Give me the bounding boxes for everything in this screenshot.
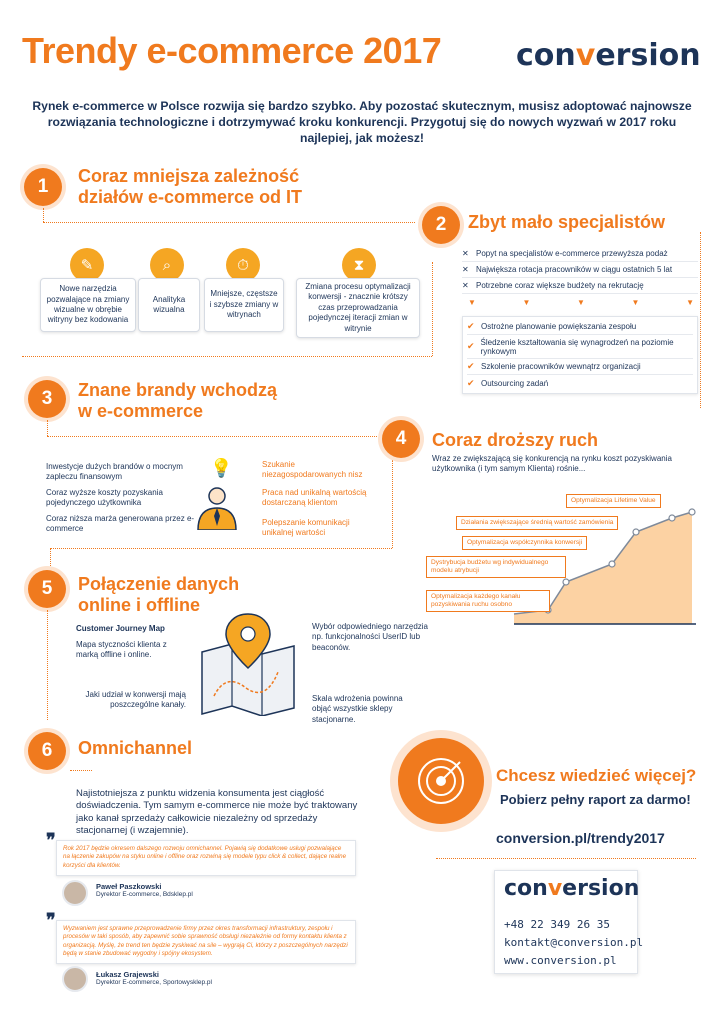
brands-response: Polepszanie komunikacji unikalnej wartości [262, 518, 350, 538]
avatar [62, 880, 88, 906]
intro-text: Rynek e-commerce w Polsce rozwija się bardzo szybko. Aby pozostać skutecznym, musisz adoptować najnowsze rozwiązania technologiczne i dotrzymywać kroku konkurencji. Przygotuj się do nowych wyzwań w 2017 roku najlepiej, jak możesz! [32, 99, 692, 146]
cjm-desc: Mapa styczności klienta z marką offline i online. [76, 640, 167, 660]
chart-label: Optymalizacja Lifetime Value [566, 494, 661, 508]
cjm-title: Customer Journey Map [76, 624, 165, 633]
cta-heading: Chcesz wiedzieć więcej? [496, 766, 697, 785]
report-link[interactable]: conversion.pl/trendy2017 [496, 830, 665, 846]
section-2-title: Zbyt mało specjalistów [468, 212, 666, 232]
rollout-scale-text: Skala wdrożenia powinna objąć wszystkie sklepy stacjonarne. [312, 694, 403, 724]
section-1-title: Coraz mniejsza zależność działów e-commerce od IT [78, 166, 303, 207]
cta-subheading: Pobierz pełny raport za darmo! [500, 792, 691, 807]
connector [392, 460, 393, 548]
connector [50, 548, 392, 549]
connector [47, 610, 48, 720]
connector [47, 436, 377, 437]
trend-card: Mniejsze, częstsze i szybsze zmiany w witrynach [204, 278, 284, 332]
brands-reason: Coraz niższa marża generowana przez e-commerce [46, 514, 195, 534]
chart-label: Optymalizacja współczynnika konwersji [462, 536, 587, 550]
contact-email[interactable]: kontakt@conversion.pl [504, 936, 644, 949]
x-icon: ✕ [462, 249, 469, 258]
quote-card: Rok 2017 będzie okresem dalszego rozwoju omnichannel. Pojawią się dodatkowe usługi pozwalające na łączenie zakupów na styku online i offline oraz rozwiną się modele typu click & collect, dające realne korzyści dla klientów. [56, 840, 356, 876]
conversion-logo: conversion [516, 38, 701, 73]
quote-mark-icon: ❞ [46, 910, 56, 930]
connector [50, 548, 51, 566]
section-3-number: 3 [28, 380, 66, 418]
brands-reason: Coraz wyższe koszty pozyskania pojedynczego użytkownika [46, 488, 163, 508]
x-icon: ✕ [462, 281, 469, 290]
section-4-title: Coraz droższy ruch [432, 430, 599, 450]
pencil-icon: ✎ [70, 248, 104, 282]
solutions-list [462, 316, 698, 394]
section-6-number: 6 [28, 732, 66, 770]
hourglass-icon: ⧗ [342, 248, 376, 282]
brands-reason: Inwestycje dużych brandów o mocnym zapleczu finansowym [46, 462, 183, 482]
chart-label: Dystrybucja budżetu wg indywidualnego modelu atrybucji [426, 556, 566, 578]
magnifier-icon: ⌕ [150, 248, 184, 282]
target-icon [398, 738, 484, 824]
check-icon: ✔ [467, 377, 475, 388]
stopwatch-icon: ⏱ [226, 248, 260, 282]
contact-phone[interactable]: +48 22 349 26 35 [504, 918, 610, 931]
connector [436, 858, 696, 859]
trend-card: Zmiana procesu optymalizacji konwersji - znacznie krótszy czas przeprowadzania pojedynczej iteracji zmian w witrynie [296, 278, 420, 338]
connector [700, 232, 701, 408]
contact-logo: conversion [504, 876, 640, 901]
trend-card: Analityka wizualna [138, 278, 200, 332]
section-5-title: Połączenie danych online i offline [78, 574, 240, 615]
connector [43, 222, 415, 223]
list-item: ✔ Śledzenie kształtowania się wynagrodzeń na poziomie rynkowym [467, 335, 693, 359]
page-title: Trendy e-commerce 2017 [22, 30, 442, 71]
problems-list [462, 246, 698, 294]
connector [43, 208, 44, 222]
section-3-title: Znane brandy wchodzą w e-commerce [78, 380, 278, 421]
section-6-desc: Najistotniejsza z punktu widzenia konsumenta jest ciągłość doświadczenia. Tym samym e-commerce nie może być traktowany jako kanał sprzedaży całkowicie niezależny od sprzedaży stacjonarnej (i wzajemnie). [76, 788, 358, 837]
connector [432, 262, 433, 356]
avatar [62, 966, 88, 992]
conversion-share-text: Jaki udział w konwersji mają poszczególne kanały. [85, 690, 186, 710]
list-item: ✔ Ostrożne planowanie powiększania zespołu [467, 319, 693, 335]
list-item: ✕ Potrzebne coraz większe budżety na rekrutację [462, 278, 698, 294]
brands-response: Szukanie niezagospodarowanych nisz [262, 460, 363, 480]
quote-author: Paweł Paszkowski Dyrektor E-commerce, Bdsklep.pl [96, 882, 193, 898]
tool-choice-text: Wybór odpowiedniego narzędzia np. funkcjonalności UserID lub beaconów. [312, 622, 428, 652]
list-item: ✔ Outsourcing zadań [467, 377, 549, 388]
check-icon: ✔ [467, 341, 475, 351]
quote-card: Wyzwaniem jest sprawne przeprowadzenie firmy przez okres transformacji infrastruktury, zespołu i procesów w taki sposób, aby zapewnić sobie sprawność obsługi niezależnie od formy kontaktu klienta z organizacją. Myślę, że trend ten będzie zyskiwać na sile – wygrają Ci, którzy z poszczególnych narzędzi będą w stanie zbudować wygodny i spójny ekosystem. [56, 920, 356, 964]
quote-mark-icon: ❞ [46, 830, 56, 850]
section-4-desc: Wraz ze zwiększającą się konkurencją na rynku koszt pozyskiwania użytkownika (i tym samym Klienta) rośnie... [432, 454, 672, 474]
check-icon: ✔ [467, 321, 475, 331]
x-icon: ✕ [462, 265, 469, 274]
contact-website[interactable]: www.conversion.pl [504, 954, 617, 967]
list-item: ✔ Szkolenie pracowników wewnątrz organizacji [467, 359, 693, 375]
section-1-number: 1 [24, 168, 62, 206]
brands-response: Praca nad unikalną wartością dostarczaną klientom [262, 488, 367, 508]
businessman-icon [194, 486, 240, 530]
connector [47, 420, 48, 436]
down-arrows: ▼ ▼ ▼ ▼ ▼ [468, 298, 694, 307]
section-4-number: 4 [382, 420, 420, 458]
check-icon: ✔ [467, 361, 475, 371]
chart-label: Działania zwiększające średnią wartość zamówienia [456, 516, 618, 530]
section-2-number: 2 [422, 206, 460, 244]
list-item: ✕ Największa rotacja pracowników w ciągu ostatnich 5 lat [462, 262, 698, 278]
map-icon [196, 612, 300, 716]
list-item: ✕ Popyt na specjalistów e-commerce przewyższa podaż [462, 246, 698, 262]
trend-card: Nowe narzędzia pozwalające na zmiany wizualne w obrębie witryny bez kodowania [40, 278, 136, 332]
quote-author: Łukasz Grajewski Dyrektor E-commerce, Sportowysklep.pl [96, 970, 212, 986]
section-6-title: Omnichannel [78, 738, 193, 758]
connector [70, 770, 92, 771]
chart-label: Optymalizacja każdego kanału pozyskiwania ruchu osobno [426, 590, 550, 612]
connector [22, 356, 432, 357]
lightbulb-icon: 💡 [210, 458, 233, 478]
section-5-number: 5 [28, 570, 66, 608]
